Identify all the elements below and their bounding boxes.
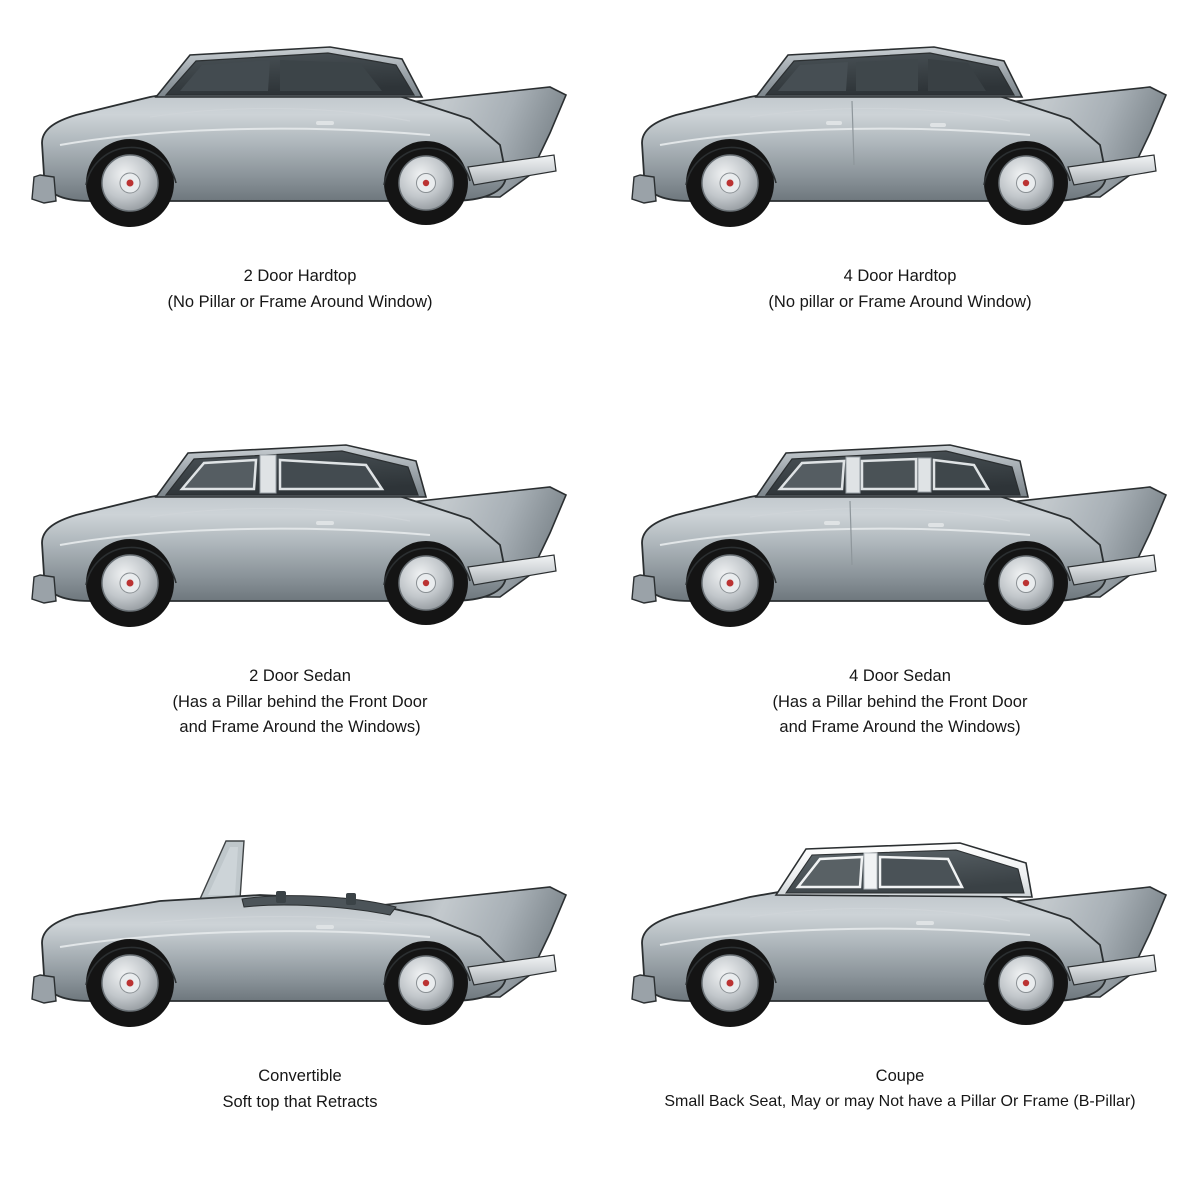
rear-wheel — [384, 941, 468, 1025]
diagram-cell-four-door-hardtop — [600, 0, 1200, 400]
diagram-cell-two-door-sedan — [0, 400, 600, 800]
cell-title: Convertible — [258, 1067, 342, 1085]
rear-wheel — [384, 141, 468, 225]
cell-subtitle: Soft top that Retracts — [222, 1092, 378, 1111]
front-wheel — [86, 939, 174, 1027]
front-bumper — [32, 975, 56, 1003]
front-bumper — [632, 175, 656, 203]
cell-subtitle: (No Pillar or Frame Around Window) — [167, 292, 433, 311]
door-handle — [316, 121, 334, 125]
headrest-left — [276, 891, 286, 903]
rear-quarter-window-framed — [880, 857, 962, 887]
front-bumper — [32, 175, 56, 203]
diagram-cell-two-door-hardtop — [0, 0, 600, 400]
rear-wheel — [984, 541, 1068, 625]
cell-subtitle: Small Back Seat, May or may Not have a Pillar Or Frame (B-Pillar) — [664, 1092, 1136, 1110]
front-door-handle — [826, 121, 842, 125]
rear-door-window-framed — [862, 459, 916, 489]
cell-title: 2 Door Hardtop — [243, 267, 357, 285]
b-pillar — [846, 457, 860, 493]
diagram-cell-coupe — [600, 800, 1200, 1200]
car-illustration-four-door-hardtop — [620, 10, 1180, 260]
rear-wheel — [984, 941, 1068, 1025]
cell-title: 2 Door Sedan — [249, 667, 351, 685]
car-illustration-four-door-sedan — [620, 410, 1180, 660]
cell-title: Coupe — [875, 1067, 925, 1085]
rear-door-handle — [930, 123, 946, 127]
car-svg-hardtop-2-door — [30, 25, 570, 245]
car-illustration-two-door-hardtop — [20, 10, 580, 260]
cell-subtitle: (No pillar or Frame Around Window) — [768, 292, 1032, 311]
cell-title: 4 Door Sedan — [849, 667, 951, 685]
car-svg-hardtop-4-door — [630, 25, 1170, 245]
caption-four-door-sedan — [773, 664, 1028, 741]
car-illustration-two-door-sedan — [20, 410, 580, 660]
headrest-right — [346, 893, 356, 905]
door-handle — [316, 925, 334, 929]
door-handle — [316, 521, 334, 525]
front-bumper — [32, 575, 56, 603]
front-wheel — [686, 139, 774, 227]
rear-door-glass — [856, 59, 918, 91]
rear-quarter-window-framed — [280, 460, 382, 489]
door-handle — [916, 921, 934, 925]
cell-subtitle-line2: and Frame Around the Windows) — [179, 718, 421, 737]
caption-coupe — [664, 1064, 1135, 1114]
front-door-handle — [824, 521, 840, 525]
cell-title: 4 Door Hardtop — [843, 267, 957, 285]
rear-wheel — [384, 541, 468, 625]
rear-door-handle — [928, 523, 944, 527]
front-wheel — [686, 939, 774, 1027]
b-pillar — [260, 455, 276, 493]
rear-wheel — [984, 141, 1068, 225]
car-illustration-convertible — [20, 810, 580, 1060]
front-wheel — [86, 139, 174, 227]
cell-subtitle-line1: (Has a Pillar behind the Front Door — [772, 692, 1028, 711]
cell-subtitle-line2: and Frame Around the Windows) — [779, 718, 1021, 737]
car-svg-sedan-4-door — [630, 425, 1170, 645]
caption-four-door-hardtop — [768, 264, 1031, 315]
b-pillar — [864, 853, 877, 889]
front-bumper — [632, 975, 656, 1003]
caption-convertible — [223, 1064, 378, 1115]
caption-two-door-hardtop — [168, 264, 433, 315]
diagram-cell-convertible — [0, 800, 600, 1200]
front-wheel — [86, 539, 174, 627]
cell-subtitle-line1: (Has a Pillar behind the Front Door — [172, 692, 428, 711]
car-svg-sedan-2-door — [30, 425, 570, 645]
c-pillar — [918, 458, 931, 492]
car-svg-coupe — [630, 825, 1170, 1045]
front-wheel — [686, 539, 774, 627]
front-bumper — [632, 575, 656, 603]
caption-two-door-sedan — [173, 664, 428, 741]
car-illustration-coupe — [620, 810, 1180, 1060]
car-svg-convertible — [30, 825, 570, 1045]
diagram-cell-four-door-sedan — [600, 400, 1200, 800]
